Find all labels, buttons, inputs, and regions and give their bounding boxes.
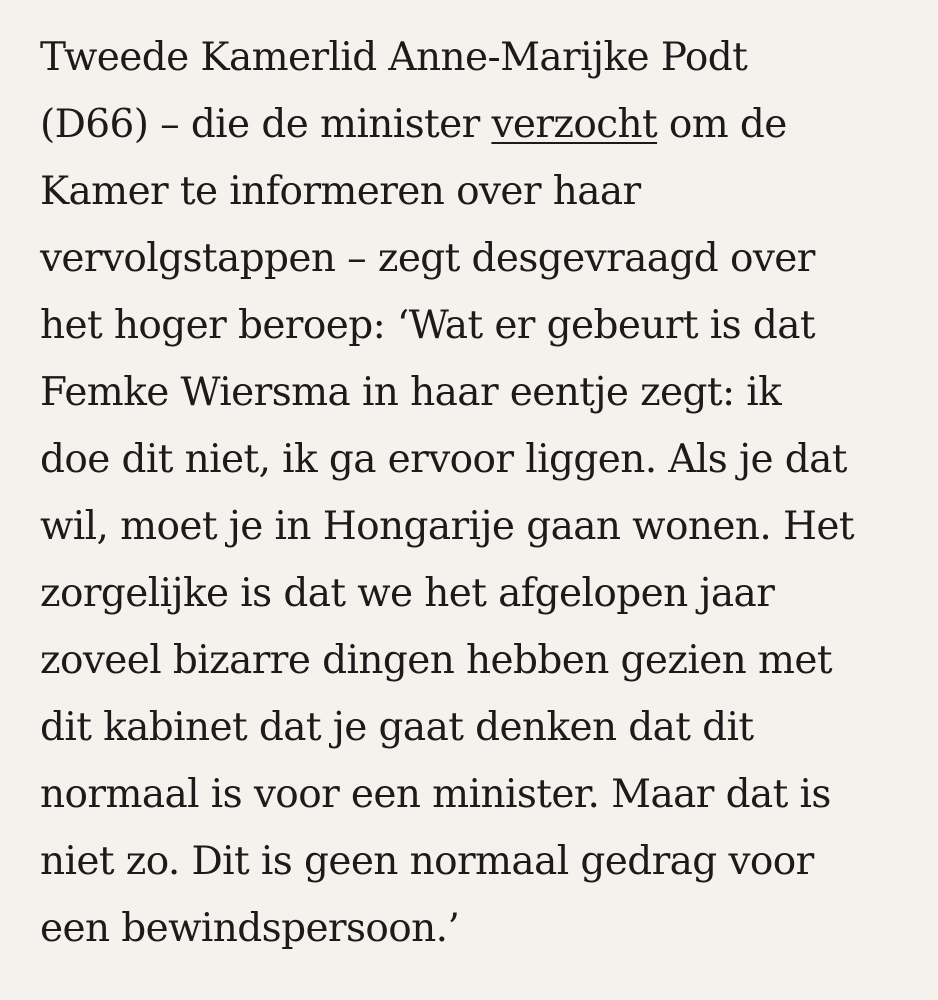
paragraph-line: wil, moet je in Hongarije gaan wonen. Het <box>40 504 854 549</box>
verzocht-link[interactable]: verzocht <box>491 102 658 147</box>
article-body <box>40 24 920 962</box>
paragraph-line: dit kabinet dat je gaat denken dat dit <box>40 705 754 750</box>
paragraph-line: niet zo. Dit is geen normaal gedrag voor <box>40 839 814 884</box>
paragraph-line: Kamer te informeren over haar <box>40 169 641 214</box>
paragraph-line: zoveel bizarre dingen hebben gezien met <box>40 638 832 683</box>
paragraph-line: Femke Wiersma in haar eentje zegt: ik <box>40 370 782 415</box>
paragraph-line: een bewindspersoon.’ <box>40 906 460 951</box>
line-text: om de <box>657 102 787 147</box>
paragraph-line <box>40 91 920 158</box>
paragraph-line: vervolgstappen – zegt desgevraagd over <box>40 236 815 281</box>
line-text: (D66) – die de minister <box>40 102 492 147</box>
paragraph-line: Tweede Kamerlid Anne-Marijke Podt <box>40 35 748 80</box>
quote-paragraph <box>40 24 920 962</box>
paragraph-line: het hoger beroep: ‘Wat er gebeurt is dat <box>40 303 815 348</box>
paragraph-line: normaal is voor een minister. Maar dat is <box>40 772 831 817</box>
paragraph-line: zorgelijke is dat we het afgelopen jaar <box>40 571 775 616</box>
paragraph-line: doe dit niet, ik ga ervoor liggen. Als je dat <box>40 437 847 482</box>
